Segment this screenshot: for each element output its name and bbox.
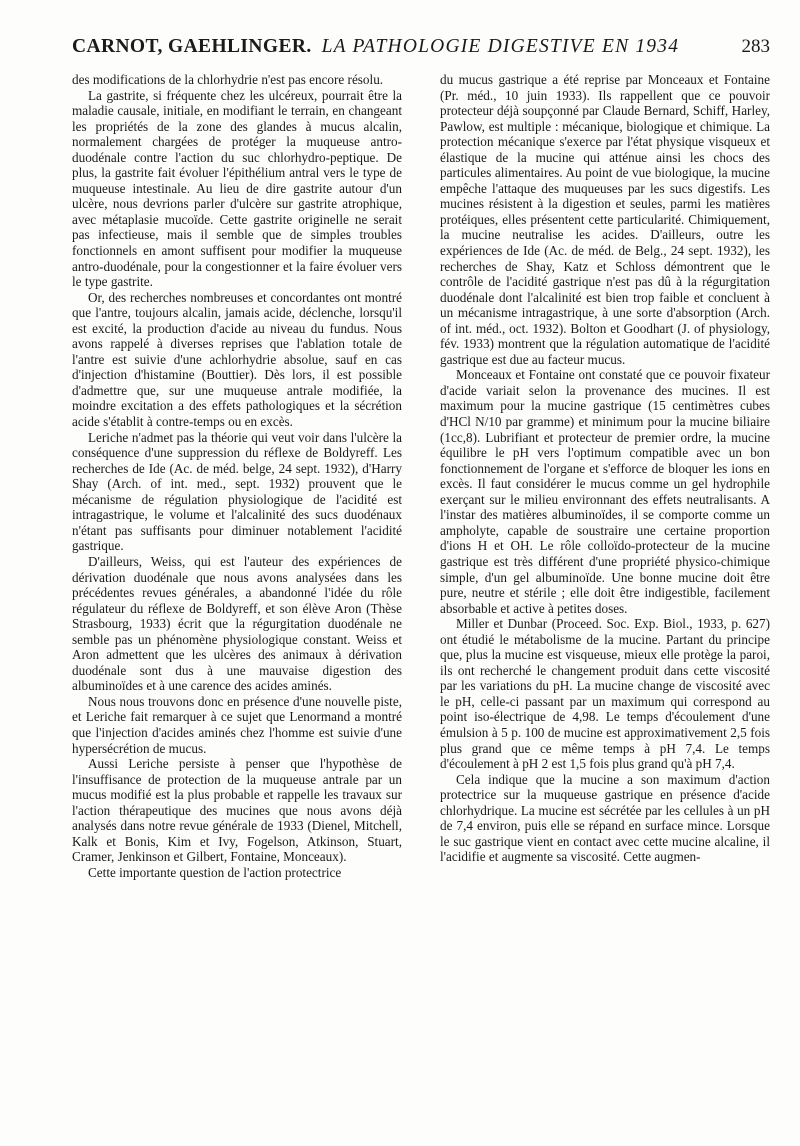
page-number: 283 [741,36,770,57]
paragraph: Monceaux et Fontaine ont constaté que ce pouvoir fixateur d'acide variait selon la provenance des mucines. Il est maximum pour la mucine gastrique (15 centimètres cubes d'HCl N/10 par gramme) et minimum pour la mucine biliaire (1cc,8). Lubrifiant et protecteur de premier ordre, la mucine équilibre le pH vers l'optimum compatible avec un bon fonctionnement de l'organe et s'efforce de bloquer les ions en excès. Il faut considérer le mucus comme un gel hydrophile exerçant sur le milieu environnant des effets neutralisants. A l'instar des matières albuminoïdes, il se comporte comme un ampholyte, capable de soustraire une certaine proportion d'ions H et OH. Le rôle colloïdo-protecteur de la mucine gastrique est très différent d'une propriété physico-chimique simple, d'un gel albuminoïde. Une bonne mucine doit être pure, neutre et stérile ; elle doit être indigestible, facilement absorbable et active à petites doses. [440,367,770,616]
paragraph: Miller et Dunbar (Proceed. Soc. Exp. Biol., 1933, p. 627) ont étudié le métabolisme de la mucine. Partant du principe que, plus la mucine est visqueuse, mieux elle protège la paroi, ils ont recherché le changement produit dans cette viscosité par les variations du pH. La mucine change de viscosité avec le pH, celle-ci passant par un maximum qui correspond au point iso-électrique de 4,98. Le temps d'écoulement d'une émulsion à 5 p. 100 de mucine est approximativement 2,5 fois plus grand que ce même temps à pH 7,4. Le temps d'écoulement à pH 2 est 1,5 fois plus grand qu'à pH 7,4. [440,616,770,772]
paragraph: des modifications de la chlorhydrie n'est pas encore résolu. [72,72,384,87]
running-header [72,36,770,70]
header-authors: CARNOT, GAEHLINGER. [72,36,312,57]
text-columns [72,72,770,880]
left-column [72,72,402,880]
paragraph: du mucus gastrique a été reprise par Monceaux et Fontaine (Pr. méd., 10 juin 1933). Ils rappellent que ce pouvoir protecteur déjà soupçonné par Claude Bernard, Schiff, Harley, Pawlow, est multiple : mécanique, biologique et chimique. La protection mécanique s'exerce par l'état physique visqueux et élastique de la mucine qui atténue ainsi les chocs des particules alimentaires. Au point de vue biologique, la mucine empêche l'attaque des muqueuses par les sucs digestifs. Les mucines résistent à la digestion et seules, parmi les matières protéiques, elles présentent cette particularité. Chimiquement, la mucine neutralise les acides. D'ailleurs, outre les expériences de Ide (Ac. de méd. de Belg., 24 sept. 1932), les recherches de Shay, Katz et Schloss démontrent que le contrôle de l'acidité gastrique n'est pas dû à la régurgitation duodénale dont l'alcalinité est bien trop faible et concluent à un mécanisme intragastrique, à une sorte d'absorption (Arch. of int. méd., oct. 1932). Bolton et Goodhart (J. of physiology, fév. 1933) montrent que la régulation automatique de l'acidité gastrique est due au facteur mucus. [440,72,770,367]
paragraph: D'ailleurs, Weiss, qui est l'auteur des expériences de dérivation duodénale que nous avons analysées dans les précédentes revues générales, a abandonné l'idée du rôle régulateur du réflexe de Boldyreff, et son élève Aron (Thèse Strasbourg, 1933) écrit que la régurgitation duodénale ne semble pas un phénomène physiologique constant. Weiss et Aron admettent que les ulcères des animaux à dérivation duodénale sont dus à une mauvaise digestion des albuminoïdes et à une carence des acides aminés. [72,553,402,694]
paragraph: La gastrite, si fréquente chez les ulcéreux, pourrait être la maladie causale, initiale, en modifiant le terrain, en changeant les propriétés de la zone des glandes à mucus alcalin, normalement chargées de protéger la muqueuse antro-duodénale contre l'action du suc chlorhydro-peptique. De plus, la gastrite fait évoluer l'épithélium antral vers le type de muqueuse intestinale. Au lieu de dire gastrite autour d'un ulcère, nous devrions parler d'ulcère sur gastrite atrophique, avec métaplasie mucoïde. Cette gastrite originelle ne serait pas infectieuse, mais il semble que de simples troubles fonctionnels en amont suffisent pour modifier la muqueuse antro-duodénale, pour la congestionner et la faire évoluer vers le type gastrite. [72,87,402,290]
paragraph: Leriche n'admet pas la théorie qui veut voir dans l'ulcère la conséquence d'une suppression du réflexe de Boldyreff. Les recherches de Ide (Ac. de méd. belge, 24 sept. 1932), d'Harry Shay (Arch. of int. med., sept. 1932) prouvent que le mécanisme de régulation physiologique de l'acidité est intragastrique, le volume et l'alcalinité des sucs duodénaux n'étant pas suffisants pour diminuer notablement l'acidité gastrique. [72,429,402,554]
right-column [440,72,770,880]
header-title: LA PATHOLOGIE DIGESTIVE EN 1934 [321,36,680,57]
paragraph: Nous nous trouvons donc en présence d'une nouvelle piste, et Leriche fait remarquer à ce sujet que Lenormand a montré que l'injection d'acides aminés chez l'homme est suivie d'une hypersécrétion de mucus. [72,693,402,756]
paragraph: Cela indique que la mucine a son maximum d'action protectrice sur la muqueuse gastrique en présence d'acide chlorhydrique. La mucine est sécrétée par les cellules à un pH de 7,4 environ, puis elle se répand en surface mince. Lorsque le suc gastrique vient en contact avec cette mucine alcaline, il l'acidifie et augmente sa viscosité. Cette augmen- [440,771,770,865]
paragraph: Aussi Leriche persiste à penser que l'hypothèse de l'insuffisance de protection de la muqueuse antrale par un mucus modifié est la plus probable et rappelle les travaux sur l'action thérapeutique des mucines que nous avons déjà analysés dans notre revue générale de 1933 (Dienel, Mitchell, Kalk et Bonis, Kim et Ivy, Fogelson, Atkinson, Stuart, Cramer, Jenkinson et Gilbert, Fontaine, Monceaux). [72,756,402,865]
paragraph: Or, des recherches nombreuses et concordantes ont montré que l'antre, toujours alcalin, jamais acide, déclenche, lorsqu'il est excité, la production d'acide au niveau du fundus. Nous avons rappelé à diverses reprises que l'ablation totale de l'antre est suivie d'une achlorhydrie absolue, sauf en cas d'injection d'histamine (Bouttier). Dès lors, il est possible d'admettre que, sur une muqueuse antrale modifiée, la moindre excitation a des effets pathologiques et la sécrétion acide s'établit à contre-temps ou en excès. [72,289,402,430]
paragraph: Cette importante question de l'action protectrice [88,864,342,880]
